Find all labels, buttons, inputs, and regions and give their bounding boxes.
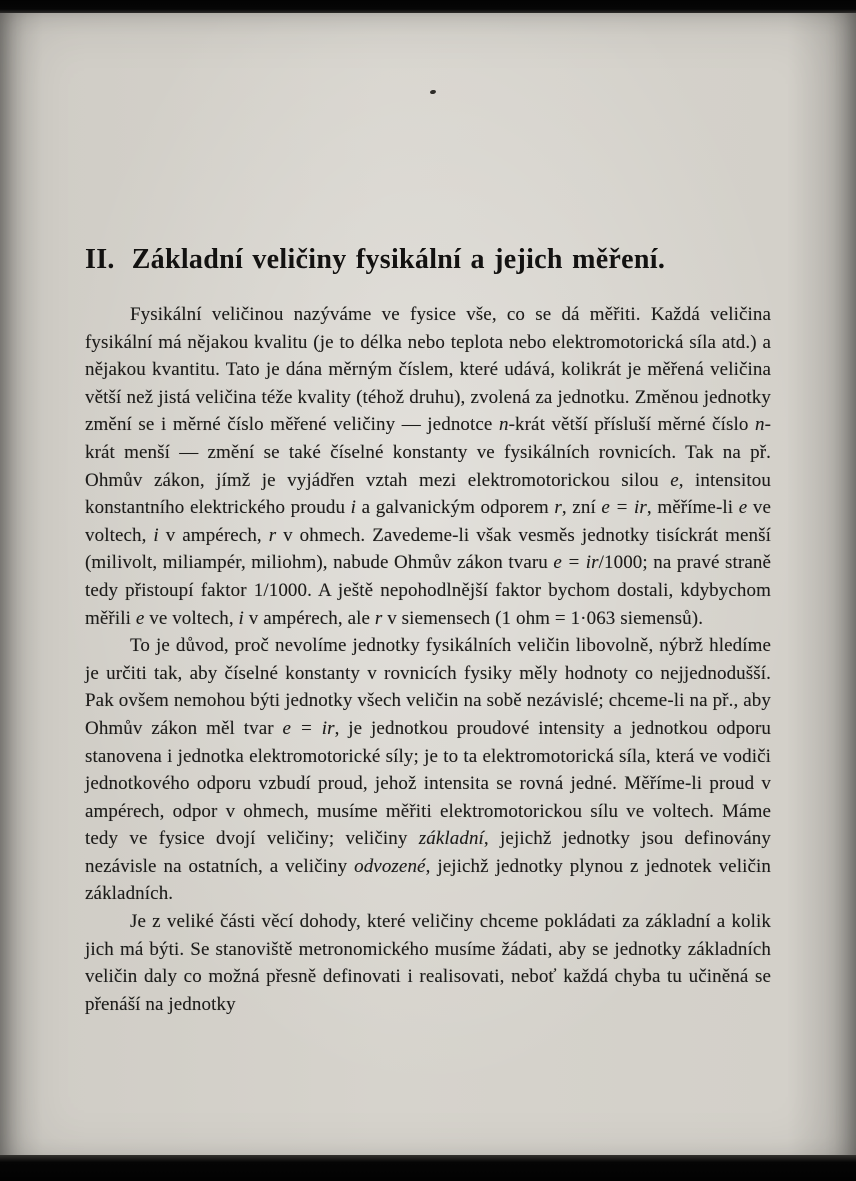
- chapter-heading: [85, 243, 771, 277]
- text-run: , je jednotkou proudové intensity a jednotkou odporu stanovena i jednotka elektromotorické síly; je to ta elektromotorická síla, která ve vodiči jednotkového odporu vzbudí proud, jehož intensita se rovná jedné. Měříme-li proud v ampérech, odpor v ohmech, musíme měřiti elektromotorickou sílu ve voltech. Máme tedy ve fysice dvojí veličiny; veličiny: [85, 717, 771, 850]
- text-run: e = ir: [282, 717, 335, 739]
- text-run: v siemensech (1 ohm = 1·063 siemensů).: [382, 607, 704, 629]
- text-run: v ampérech,: [158, 524, 269, 546]
- text-run: r: [268, 524, 277, 546]
- text-run: ve voltech,: [144, 607, 239, 629]
- paragraph: [85, 908, 771, 1018]
- text-run: i: [153, 524, 159, 546]
- text-run: , měříme-li: [646, 497, 739, 519]
- text-run: To je důvod, proč nevolíme jednotky fysikálních veličin libovolně, nýbrž hledíme je určiti tak, aby číselné konstanty v rovnicích fysiky měly hodnoty co nejjednodušší. Pak ovšem nemohou býti jednotky všech veličin na sobě nezávislé; chceme-li na př., aby Ohmův zákon měl tvar: [85, 635, 771, 739]
- text-run: n: [754, 414, 765, 436]
- text-run: i: [350, 497, 357, 519]
- text-run: e = ir: [553, 552, 599, 574]
- text-run: odvozené: [354, 855, 426, 877]
- text-run: Fysikální veličinou nazýváme ve fysice vše, co se dá měřiti. Každá veličina fysikální má nějakou kvalitu (je to délka nebo teplota nebo elektromotorická síla atd.) a nějakou kvantitu. Tato je dána měrným číslem, které udává, kolikrát je měřená veličina větší než jistá veličina téže kvality (téhož druhu), zvolená za jednotku. Změnou jednotky změní se i měrné číslo měřené veličiny — jednotce: [85, 304, 771, 436]
- text-run: n: [498, 414, 509, 436]
- text-run: Je z veliké části věcí dohody, které veličiny chceme pokládati za základní a kolik jich má býti. Se stanoviště metronomického musíme žádati, aby se jednotky základních veličin daly co možná přesně definovati i realisovati, neboť každá chyba tu učiněná se přenáší na jednotky: [85, 911, 771, 1015]
- text-run: , jejichž jednotky jsou definovány nezávisle na ostatních, a veličiny: [85, 828, 771, 877]
- chapter-number: II.: [85, 244, 115, 275]
- text-run: v ampérech, ale: [243, 607, 375, 629]
- text-run: e = ir: [601, 497, 647, 519]
- paragraph: [85, 632, 771, 908]
- text-run: , jejichž jednotky plynou z jednotek veličin základních.: [85, 855, 771, 905]
- scan-speck: [430, 89, 437, 94]
- text-run: i: [238, 607, 244, 629]
- paragraph: [85, 301, 771, 632]
- text-run: /1000; na pravé straně tedy přistoupí faktor 1/1000. A ještě nepohodlnější faktor bychom dostali, kdybychom měřili: [85, 552, 771, 629]
- text-run: základní: [418, 828, 484, 850]
- text-run: r: [374, 607, 383, 629]
- text-run: a galvanickým odporem: [356, 497, 555, 519]
- text-run: , intensitou konstantního elektrického proudu: [85, 469, 771, 519]
- text-run: r: [554, 497, 562, 519]
- text-run: e: [135, 607, 145, 629]
- text-run: e: [670, 469, 679, 491]
- chapter-title: Základní veličiny fysikální a jejich měření.: [131, 244, 666, 275]
- text-run: , zní: [561, 497, 602, 519]
- text-run: e: [738, 497, 748, 519]
- body-text: [85, 301, 771, 1018]
- text-run: ve voltech,: [85, 497, 772, 546]
- text-run: v ohmech. Zavedeme-li však vesměs jednotky tisíckrát menší (milivolt, miliampér, miliohm), nabude Ohmův zákon tvaru: [85, 524, 772, 574]
- text-run: -krát větší přísluší měrné číslo: [508, 414, 755, 436]
- scan-edge-bottom: [0, 1155, 856, 1181]
- page-content: [85, 243, 771, 1018]
- scan-edge-top: [0, 0, 856, 13]
- text-run: -krát menší — změní se také číselné konstanty ve fysikálních rovnicích. Tak na př. Ohmův zákon, jímž je vyjádřen vztah mezi elektromotorickou silou: [85, 414, 771, 491]
